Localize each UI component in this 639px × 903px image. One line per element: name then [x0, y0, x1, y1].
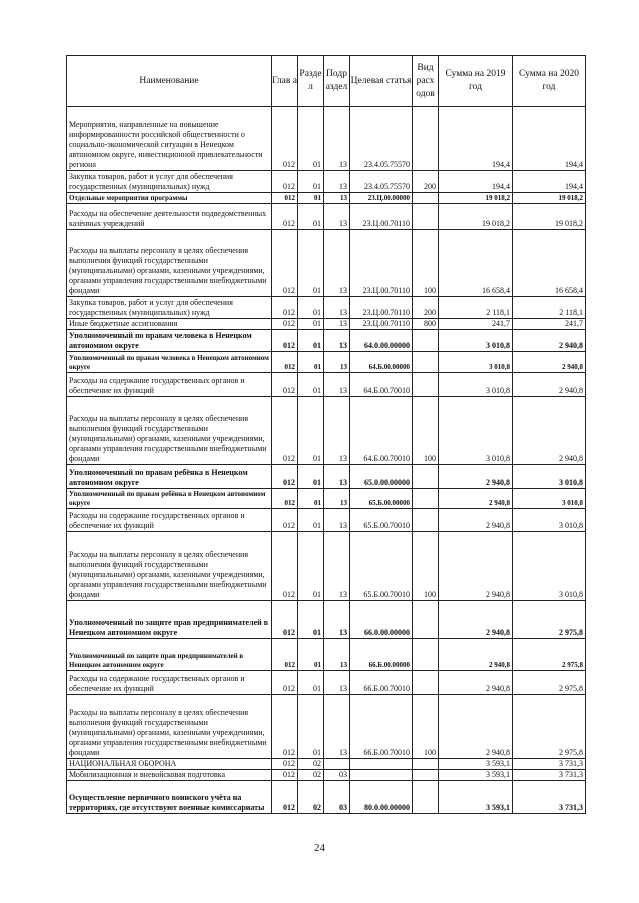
row-name: НАЦИОНАЛЬНАЯ ОБОРОНА — [67, 759, 272, 770]
row-sum-2020: 3 010,8 — [513, 509, 586, 532]
row-vid — [413, 373, 439, 397]
row-vid — [413, 352, 439, 373]
row-podrazdel: 13 — [324, 671, 350, 695]
row-razdel: 02 — [298, 770, 324, 781]
table-row — [67, 204, 586, 230]
table-row — [67, 319, 586, 330]
header-name: Наименование — [67, 56, 272, 107]
row-name: Мобилизационная и вневойсковая подготовка — [67, 770, 272, 781]
table-row — [67, 171, 586, 193]
row-sum-2019: 2 940,8 — [439, 489, 513, 509]
row-sum-2020: 19 018,2 — [513, 204, 586, 230]
table-row — [67, 352, 586, 373]
row-vid: 100 — [413, 695, 439, 759]
row-razdel: 01 — [298, 352, 324, 373]
row-razdel: 01 — [298, 204, 324, 230]
row-celevaya: 65.Б.00.70010 — [350, 509, 413, 532]
row-celevaya: 23.Ц.00.00000 — [350, 193, 413, 204]
table-row — [67, 330, 586, 352]
row-glava: 012 — [272, 330, 298, 352]
row-celevaya: 66.Б.00.00000 — [350, 639, 413, 671]
row-celevaya: 65.Б.00.70010 — [350, 532, 413, 601]
row-razdel: 01 — [298, 171, 324, 193]
row-glava: 012 — [272, 319, 298, 330]
row-podrazdel: 13 — [324, 171, 350, 193]
row-podrazdel: 13 — [324, 193, 350, 204]
row-vid: 100 — [413, 532, 439, 601]
header-vid: Вид расх одов — [413, 56, 439, 107]
row-sum-2019: 2 940,8 — [439, 465, 513, 489]
row-glava: 012 — [272, 352, 298, 373]
row-name: Уполномоченный по правам человека в Ненецком автономном округе — [67, 330, 272, 352]
row-sum-2019: 2 118,1 — [439, 297, 513, 319]
row-razdel: 01 — [298, 509, 324, 532]
row-vid — [413, 759, 439, 770]
row-sum-2019: 3 010,8 — [439, 373, 513, 397]
row-name: Расходы на содержание государственных органов и обеспечение их функций — [67, 373, 272, 397]
row-podrazdel: 13 — [324, 319, 350, 330]
table-row — [67, 671, 586, 695]
header-podrazdel: Подр аздел — [324, 56, 350, 107]
row-sum-2020: 241,7 — [513, 319, 586, 330]
row-sum-2020: 2 975,8 — [513, 695, 586, 759]
row-name: Закупка товаров, работ и услуг для обеспечения государственных (муниципальных) нужд — [67, 171, 272, 193]
row-celevaya: 23.Ц.00.70110 — [350, 297, 413, 319]
row-podrazdel: 13 — [324, 107, 350, 171]
row-razdel: 01 — [298, 373, 324, 397]
row-celevaya — [350, 770, 413, 781]
row-glava: 012 — [272, 532, 298, 601]
row-sum-2019: 2 940,8 — [439, 671, 513, 695]
row-razdel: 01 — [298, 193, 324, 204]
row-sum-2020: 2 118,1 — [513, 297, 586, 319]
row-glava: 012 — [272, 770, 298, 781]
row-razdel: 02 — [298, 759, 324, 770]
row-sum-2020: 194,4 — [513, 171, 586, 193]
table-row — [67, 532, 586, 601]
row-celevaya: 80.0.00.00000 — [350, 781, 413, 814]
row-sum-2019: 3 010,8 — [439, 352, 513, 373]
row-sum-2019: 19 018,2 — [439, 193, 513, 204]
table-body — [67, 107, 586, 814]
table-row — [67, 465, 586, 489]
row-glava: 012 — [272, 171, 298, 193]
header-sum2020: Сумма на 2020 год — [513, 56, 586, 107]
row-podrazdel: 13 — [324, 297, 350, 319]
row-podrazdel: 13 — [324, 639, 350, 671]
row-glava: 012 — [272, 230, 298, 297]
table-row — [67, 759, 586, 770]
row-celevaya: 23.4.05.75570 — [350, 171, 413, 193]
row-name: Расходы на выплаты персоналу в целях обеспечения выполнения функций государственными (муниципальными) органами, казенными учреждениями, органами управления государственными внебюджетными фондами — [67, 397, 272, 465]
row-sum-2020: 2 940,8 — [513, 397, 586, 465]
row-podrazdel: 13 — [324, 532, 350, 601]
row-podrazdel: 13 — [324, 204, 350, 230]
row-sum-2019: 3 593,1 — [439, 781, 513, 814]
row-name: Уполномоченный по правам человека в Ненецком автономном округе — [67, 352, 272, 373]
row-glava: 012 — [272, 639, 298, 671]
row-podrazdel: 13 — [324, 373, 350, 397]
row-podrazdel: 13 — [324, 695, 350, 759]
table-row — [67, 193, 586, 204]
row-vid — [413, 465, 439, 489]
row-razdel: 01 — [298, 297, 324, 319]
row-celevaya: 64.0.00.00000 — [350, 330, 413, 352]
row-sum-2019: 3 593,1 — [439, 770, 513, 781]
row-glava: 012 — [272, 781, 298, 814]
row-name: Уполномоченный по защите прав предпринимателей в Ненецком автономном округе — [67, 601, 272, 639]
row-celevaya: 66.Б.00.70010 — [350, 671, 413, 695]
row-sum-2020: 3 731,3 — [513, 770, 586, 781]
table-row — [67, 639, 586, 671]
row-celevaya: 65.Б.00.00000 — [350, 489, 413, 509]
row-vid — [413, 781, 439, 814]
table-row — [67, 489, 586, 509]
row-razdel: 01 — [298, 465, 324, 489]
row-podrazdel: 13 — [324, 509, 350, 532]
row-name: Уполномоченный по правам ребёнка в Ненецком автономном округе — [67, 465, 272, 489]
row-sum-2020: 3 010,8 — [513, 465, 586, 489]
row-celevaya: 23.Ц.00.70110 — [350, 319, 413, 330]
table-row — [67, 230, 586, 297]
header-celevaya: Целевая статья — [350, 56, 413, 107]
row-razdel: 01 — [298, 601, 324, 639]
row-sum-2020: 2 940,8 — [513, 373, 586, 397]
row-sum-2019: 241,7 — [439, 319, 513, 330]
row-celevaya: 64.Б.00.70010 — [350, 397, 413, 465]
row-glava: 012 — [272, 297, 298, 319]
row-celevaya: 23.4.05.75570 — [350, 107, 413, 171]
budget-table — [66, 55, 586, 814]
row-celevaya: 65.0.00.00000 — [350, 465, 413, 489]
row-glava: 012 — [272, 204, 298, 230]
row-podrazdel: 13 — [324, 465, 350, 489]
row-vid: 200 — [413, 171, 439, 193]
row-razdel: 01 — [298, 330, 324, 352]
row-glava: 012 — [272, 193, 298, 204]
row-vid — [413, 330, 439, 352]
row-sum-2020: 2 975,8 — [513, 601, 586, 639]
row-sum-2020: 19 018,2 — [513, 193, 586, 204]
row-podrazdel: 03 — [324, 781, 350, 814]
table-row — [67, 781, 586, 814]
row-vid — [413, 193, 439, 204]
row-sum-2020: 3 731,3 — [513, 781, 586, 814]
row-name: Расходы на содержание государственных органов и обеспечение их функций — [67, 671, 272, 695]
row-vid — [413, 489, 439, 509]
row-sum-2019: 2 940,8 — [439, 695, 513, 759]
row-name: Расходы на выплаты персоналу в целях обеспечения выполнения функций государственными (муниципальными) органами, казенными учреждениями, органами управления государственными внебюджетными фондами — [67, 230, 272, 297]
row-razdel: 02 — [298, 781, 324, 814]
row-sum-2019: 194,4 — [439, 107, 513, 171]
row-podrazdel: 13 — [324, 230, 350, 297]
row-vid: 100 — [413, 230, 439, 297]
table-row — [67, 509, 586, 532]
header-sum2019: Сумма на 2019 год — [439, 56, 513, 107]
row-sum-2020: 2 975,8 — [513, 639, 586, 671]
row-name: Уполномоченный по защите прав предпринимателей в Ненецком автономном округе — [67, 639, 272, 671]
row-glava: 012 — [272, 489, 298, 509]
row-sum-2020: 194,4 — [513, 107, 586, 171]
row-celevaya: 23.Ц.00.70110 — [350, 230, 413, 297]
row-sum-2019: 2 940,8 — [439, 639, 513, 671]
table-row — [67, 297, 586, 319]
row-vid — [413, 671, 439, 695]
row-sum-2020: 2 940,8 — [513, 330, 586, 352]
table-row — [67, 107, 586, 171]
row-glava: 012 — [272, 759, 298, 770]
table-row — [67, 397, 586, 465]
row-glava: 012 — [272, 671, 298, 695]
row-name: Отдельные мероприятия программы — [67, 193, 272, 204]
row-sum-2020: 3 731,3 — [513, 759, 586, 770]
page-number: 24 — [314, 842, 325, 854]
row-sum-2019: 16 658,4 — [439, 230, 513, 297]
row-razdel: 01 — [298, 107, 324, 171]
row-razdel: 01 — [298, 532, 324, 601]
row-name: Уполномоченный по правам ребёнка в Ненецком автономном округе — [67, 489, 272, 509]
row-vid — [413, 509, 439, 532]
row-celevaya: 64.Б.00.00000 — [350, 352, 413, 373]
row-podrazdel: 03 — [324, 770, 350, 781]
row-name: Осуществление первичного воинского учёта на территориях, где отсутствуют военные комиссариаты — [67, 781, 272, 814]
table-row — [67, 601, 586, 639]
row-glava: 012 — [272, 397, 298, 465]
row-sum-2019: 3 010,8 — [439, 397, 513, 465]
row-podrazdel: 13 — [324, 352, 350, 373]
table-header-row — [67, 56, 586, 107]
row-glava: 012 — [272, 601, 298, 639]
row-celevaya — [350, 759, 413, 770]
row-razdel: 01 — [298, 695, 324, 759]
table-row — [67, 695, 586, 759]
row-sum-2019: 2 940,8 — [439, 532, 513, 601]
row-vid — [413, 204, 439, 230]
row-vid: 200 — [413, 297, 439, 319]
row-podrazdel: 13 — [324, 397, 350, 465]
row-sum-2020: 2 975,8 — [513, 671, 586, 695]
row-name: Мероприятия, направленные на повышение информированности российской общественности о социально-экономической ситуации в Ненецком автономном округе, инвестиционной привлекательности региона — [67, 107, 272, 171]
row-glava: 012 — [272, 107, 298, 171]
row-name: Расходы на содержание государственных органов и обеспечение их функций — [67, 509, 272, 532]
row-celevaya: 64.Б.00.70010 — [350, 373, 413, 397]
row-name: Иные бюджетные ассигнования — [67, 319, 272, 330]
row-name: Закупка товаров, работ и услуг для обеспечения государственных (муниципальных) нужд — [67, 297, 272, 319]
row-vid — [413, 107, 439, 171]
row-sum-2019: 3 593,1 — [439, 759, 513, 770]
row-razdel: 01 — [298, 489, 324, 509]
row-sum-2019: 19 018,2 — [439, 204, 513, 230]
row-sum-2020: 3 010,8 — [513, 489, 586, 509]
row-celevaya: 66.Б.00.70010 — [350, 695, 413, 759]
row-razdel: 01 — [298, 319, 324, 330]
row-glava: 012 — [272, 695, 298, 759]
header-glava: Глав а — [272, 56, 298, 107]
header-razdel: Разде л — [298, 56, 324, 107]
row-podrazdel: 13 — [324, 489, 350, 509]
row-podrazdel: 13 — [324, 330, 350, 352]
row-sum-2019: 2 940,8 — [439, 601, 513, 639]
row-vid — [413, 601, 439, 639]
row-celevaya: 66.0.00.00000 — [350, 601, 413, 639]
row-sum-2019: 2 940,8 — [439, 509, 513, 532]
row-podrazdel: 13 — [324, 601, 350, 639]
row-sum-2020: 16 658,4 — [513, 230, 586, 297]
row-sum-2019: 194,4 — [439, 171, 513, 193]
row-vid: 100 — [413, 397, 439, 465]
row-sum-2019: 3 010,8 — [439, 330, 513, 352]
table-row — [67, 770, 586, 781]
row-name: Расходы на выплаты персоналу в целях обеспечения выполнения функций государственными (муниципальными) органами, казенными учреждениями, органами управления государственными внебюджетными фондами — [67, 532, 272, 601]
row-razdel: 01 — [298, 639, 324, 671]
row-name: Расходы на выплаты персоналу в целях обеспечения выполнения функций государственными (муниципальными) органами, казенными учреждениями, органами управления государственными внебюджетными фондами — [67, 695, 272, 759]
row-glava: 012 — [272, 465, 298, 489]
row-sum-2020: 2 940,8 — [513, 352, 586, 373]
row-sum-2020: 3 010,8 — [513, 532, 586, 601]
row-razdel: 01 — [298, 671, 324, 695]
row-razdel: 01 — [298, 397, 324, 465]
table-row — [67, 373, 586, 397]
row-podrazdel — [324, 759, 350, 770]
row-name: Расходы на обеспечение деятельности подведомственных казённых учреждений — [67, 204, 272, 230]
row-vid — [413, 770, 439, 781]
row-razdel: 01 — [298, 230, 324, 297]
row-glava: 012 — [272, 373, 298, 397]
row-glava: 012 — [272, 509, 298, 532]
row-vid: 800 — [413, 319, 439, 330]
row-celevaya: 23.Ц.00.70110 — [350, 204, 413, 230]
row-vid — [413, 639, 439, 671]
